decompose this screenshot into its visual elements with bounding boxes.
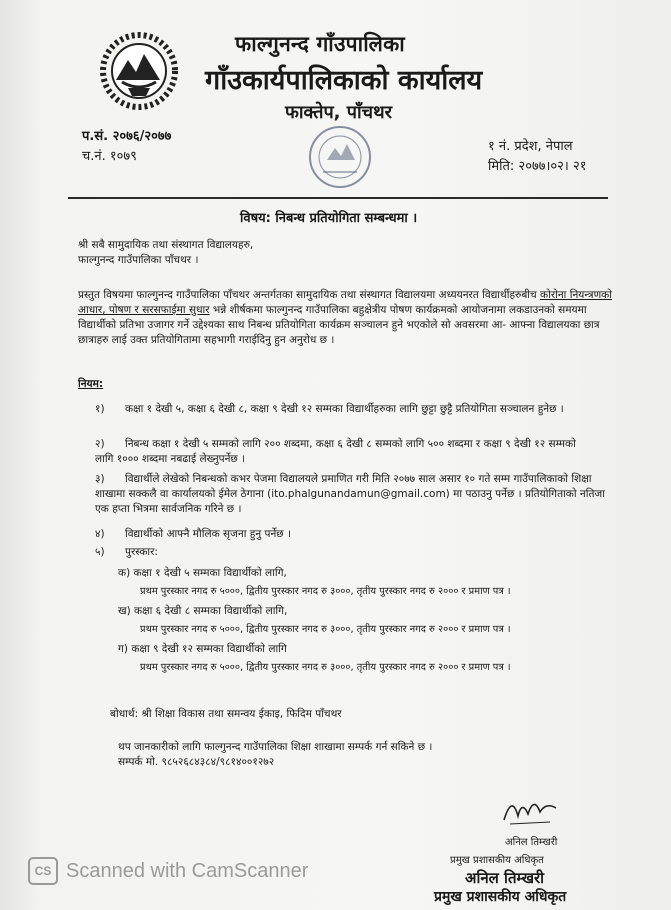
rule-item [95,472,605,517]
contact-info-line: थप जानकारीको लागि फाल्गुनन्द गाउँपालिका शिक्षा शाखामा सम्पर्क गर्न सकिने छ । [118,741,433,753]
rule-item [95,437,595,467]
rule-text: कक्षा १ देखी ५, कक्षा ६ देखी ८, कक्षा ९ देखी १२ सम्मका विद्यार्थीहरुका लागि छुट्टा छुट्टै प्रतियोगिता सञ्चालन हुनेछ । [125,403,564,415]
letterhead-municipality: फाल्गुनन्द गाँउपालिका [235,32,405,56]
prize-category: ग) कक्षा ९ देखी १२ सम्मका विद्यार्थीको लागि [118,643,287,655]
prize-detail: प्रथम पुरस्कार नगद रु ५०००, द्वितीय पुरस्कार नगद रु ३०००, तृतीय पुरस्कार नगद रु २००० र प्रमाण पत्र । [140,624,511,635]
rule-text: विद्यार्थीको आफ्नै मौलिक सृजना हुनु पर्नेछ । [125,528,291,540]
signature-icon [500,790,560,830]
prize-category: क) कक्षा १ देखी ५ सम्मका विद्यार्थीको लागि, [118,567,287,579]
signatory-title-large: प्रमुख प्रशासकीय अधिकृत [434,889,567,905]
essay-topic: कोरोना नियन्त्रणको आधार, पोषण र सरसफाईमा सुधार [78,289,612,316]
signatory-name-large: अनिल तिम्खरी [465,869,545,887]
addressee-block [78,238,253,268]
letterhead-office: गाँउकार्यपालिकाको कार्यालय [205,65,483,96]
rule-text: निबन्ध कक्षा १ देखी ५ सम्मको लागि २०० शब्दमा, कक्षा ६ देखी ८ सम्मको लागि ५०० शब्दमा र कक्षा ९ देखी १२ सम्मको लागि १००० शब्दमा नबढाई लेख्नुपर्नेछ । [95,438,576,465]
addressee-line: श्री सबै सामुदायिक तथा संस्थागत विद्यालयहरु, [78,239,254,251]
rule-number: १) [95,403,105,415]
prize-detail: प्रथम पुरस्कार नगद रु ५०००, द्वितीय पुरस्कार नगद रु ३०००, तृतीय पुरस्कार नगद रु २००० र प्रमाण पत्र । [140,662,511,673]
contact-phone: सम्पर्क मो. ९८५२६८४३८४/९८१४००१२७२ [118,756,275,768]
header-divider [68,197,608,199]
contact-info [118,740,432,770]
main-paragraph [78,288,623,348]
rules-heading: नियम: [78,378,104,390]
rule-text: विद्यार्थीले लेखेको निबन्धको कभर पेजमा विद्यालयले प्रमाणित गरी मिति २०७७ साल असार १० गते सम्म गाउँपालिकाको शिक्षा शाखामा सक्कलै वा कार्यालयको ईमेल ठेगाना (ito.phalgunandamun@gmail.com) मा पठाउनु पर्नेछ । प्रतियोगिताको नतिजा एक हप्ता भित्रमा सार्वजनिक गरिने छ । [95,473,605,515]
rule-number: ३) [95,473,105,485]
rule-text: पुरस्कार: [125,546,158,558]
copy-to-line: बोधार्थ: श्री शिक्षा विकास तथा समन्वय ईकाइ, फिदिम पाँचथर [110,708,342,720]
paragraph-text: भन्ने शीर्षकमा फाल्गुनन्द गाउँपालिका बहुक्षेत्रीय पोषण कार्यक्रमको आयोजनामा लकडाउनको समयमा विद्यार्थीको प्रतिभा उजागर गर्ने उद्देश्यका साथ निबन्ध प्रतियोगिता कार्यक्रम सञ्चालन हुने भएकोले सो अवसरमा आ- आफ्ना विद्यालयका छात्र छात्राहरु लाई उक्त प्रतियोगितामा सहभागी गराईदिनु हुन अनुरोध छ । [78,304,600,346]
signatory-title-small: प्रमुख प्रशासकीय अधिकृत [450,855,544,866]
camscanner-text: Scanned with CamScanner [66,859,309,882]
subject-line: विषय: निबन्ध प्रतियोगिता सम्बन्धमा । [240,211,418,226]
province-label: १ नं. प्रदेश, नेपाल [488,139,573,154]
camscanner-badge: CS [28,857,58,885]
nepal-emblem-icon [98,30,180,112]
letter-date: मिति: २०७७।०२। २१ [488,159,587,174]
letter-reference-number: प.सं. २०७६/२०७७ [82,129,172,144]
paragraph-text: प्रस्तुत विषयमा फाल्गुनन्द गाउँपालिका पाँचथर अन्तर्गतका सामुदायिक तथा संस्थागत विद्यालयमा अध्ययनरत विद्यार्थीहरुबीच [78,289,541,301]
prize-detail: प्रथम पुरस्कार नगद रु ५०००, द्वितीय पुरस्कार नगद रु ३०००, तृतीय पुरस्कार नगद रु २००० र प्रमाण पत्र । [140,586,511,597]
rule-number: २) [95,438,105,450]
rule-number: ५) [95,546,105,558]
dispatch-number: च.नं. १०७९ [82,149,137,164]
camscanner-watermark [28,857,308,885]
rule-item [95,545,158,560]
rule-number: ४) [95,528,105,540]
rule-item [95,402,595,417]
office-seal-icon [305,122,375,192]
addressee-line: फाल्गुनन्द गाउँपालिका पाँचथर । [78,254,199,266]
letterhead-location: फाक्तेप, पाँचथर [285,102,392,123]
prize-category: ख) कक्षा ६ देखी ८ सम्मका विद्यार्थीको लागि, [118,605,288,617]
rule-item [95,527,291,542]
signatory-name-small: अनिल तिम्खरी [505,837,558,848]
